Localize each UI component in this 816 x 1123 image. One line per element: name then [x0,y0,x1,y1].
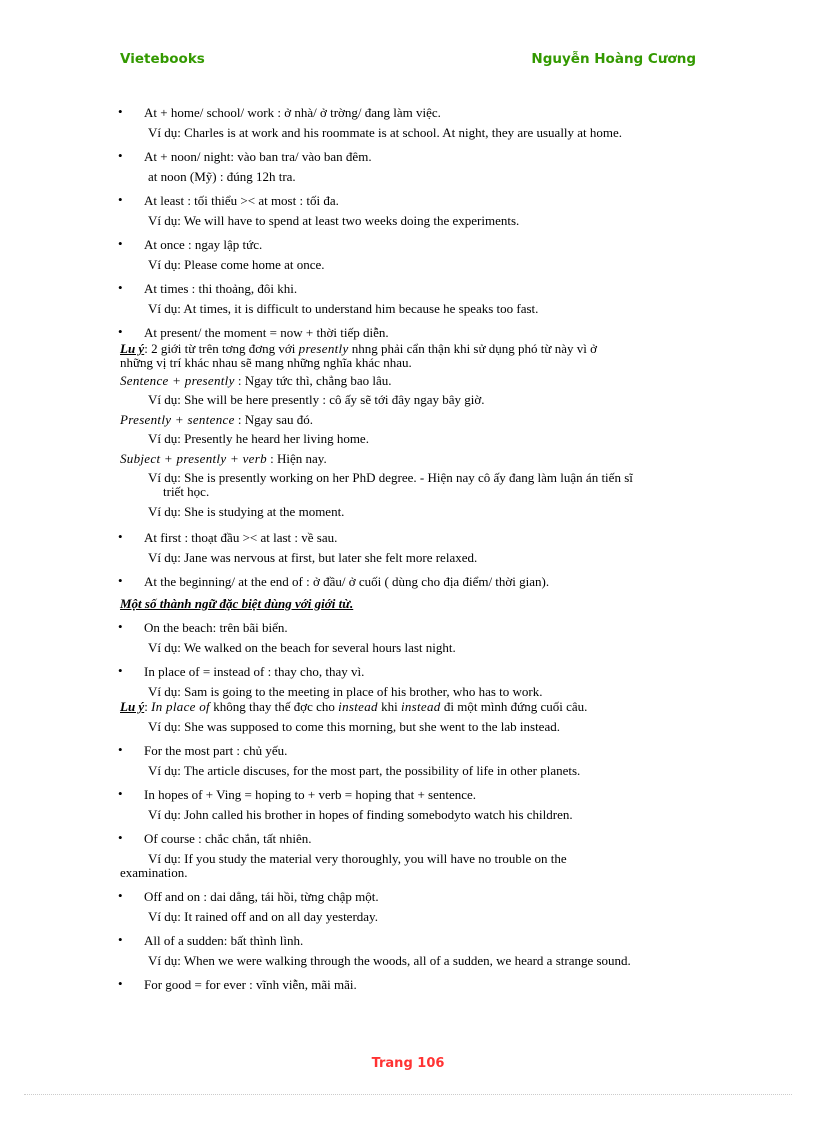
item-heading: All of a sudden: bất thình lình. [144,933,304,948]
section-title: Một số thành ngữ đặc biệt dùng với giới từ. [120,596,354,611]
bullet-icon: • [118,192,123,207]
list-item [120,106,700,140]
note-label: Lu ý [120,699,145,714]
bullet-icon: • [118,619,123,634]
item-example: Ví dụ: It rained off and on all day yesterday. [148,909,378,924]
list-item [120,282,700,316]
pattern-term: Sentence + presently [120,373,235,388]
bullet-icon: • [118,573,123,588]
note-label: Lu ý [120,341,145,356]
note-presently [120,342,700,370]
list-item [120,326,700,340]
item-heading: For the most part : chủ yếu. [144,743,288,758]
pattern-example: Ví dụ: She is studying at the moment. [148,504,345,519]
header-author: Nguyễn Hoàng Cương [531,51,696,67]
item-heading: Of course : chắc chắn, tất nhiên. [144,831,312,846]
page-header [120,51,696,71]
page-content [120,106,700,1002]
pattern-line [120,413,700,427]
item-heading: At least : tối thiểu >< at most : tối đa. [144,193,339,208]
note-text: đi một mình đứng cuối câu. [440,699,588,714]
bullet-icon: • [118,236,123,251]
bottom-divider [24,1094,792,1095]
item-example: Ví dụ: At times, it is difficult to understand him because he speaks too fast. [148,301,539,316]
item-heading: For good = for ever : vĩnh viễn, mãi mãi. [144,977,357,992]
list-item [120,934,700,968]
list-item [120,890,700,924]
pattern-meaning: : Ngay tức thì, chẳng bao lâu. [234,373,392,388]
pattern-term: Subject + presently + verb [120,451,267,466]
note-term: instead [400,699,441,714]
list-block-3 [120,621,700,699]
note-text: khi [377,699,401,714]
bullet-icon: • [118,280,123,295]
list-item [120,744,700,778]
note-text: không thay thế đợc cho [209,699,339,714]
item-example: at noon (Mỹ) : đúng 12h tra. [148,169,296,184]
item-heading: Off and on : dai dẳng, tái hồi, từng chập một. [144,889,379,904]
list-item [120,665,700,699]
pattern-example: Ví dụ: Presently he heard her living home. [148,431,369,446]
item-heading: At once : ngay lập tức. [144,237,263,252]
list-item [120,150,700,184]
item-example: Ví dụ: Jane was nervous at first, but later she felt more relaxed. [148,550,478,565]
item-heading: At the beginning/ at the end of : ở đầu/ ở cuối ( dùng cho địa điểm/ thời gian). [144,574,550,589]
note-text: : 2 giới từ trên tơng đơng với [144,341,299,356]
item-example-cont: examination. [120,865,188,880]
list-item [120,575,700,589]
note-text: những vị trí khác nhau sẽ mang những nghĩa khác nhau. [120,355,412,370]
list-block-1 [120,106,700,340]
item-heading: In hopes of + Ving = hoping to + verb = hoping that + sentence. [144,787,477,802]
bullet-icon: • [118,104,123,119]
list-item [120,238,700,272]
note-term: In place of [151,699,210,714]
item-example: Ví dụ: If you study the material very thoroughly, you will have no trouble on the [148,851,567,866]
note-example: Ví dụ: She was supposed to come this morning, but she went to the lab instead. [148,719,560,734]
item-heading: In place of = instead of : thay cho, thay vì. [144,664,365,679]
bullet-icon: • [118,888,123,903]
pattern-example-cont: triết học. [163,484,210,499]
pattern-line [120,374,700,388]
pattern-example-text: Ví dụ: She is presently working on her PhD degree. - Hiện nay cô ấy đang làm luận án tiến sĩ [148,470,633,485]
item-heading: At + home/ school/ work : ở nhà/ ở trờng/ đang làm việc. [144,105,441,120]
header-publisher: Vietebooks [120,51,205,67]
bullet-icon: • [118,976,123,991]
pattern-example: Ví dụ: She will be here presently : cô ấy sẽ tới đây ngay bây giờ. [148,392,485,407]
item-heading: At first : thoạt đầu >< at last : về sau. [144,530,338,545]
bullet-icon: • [118,529,123,544]
note-text: nhng phải cẩn thận khi sử dụng phó từ này vì ở [348,341,597,356]
item-example: Ví dụ: We walked on the beach for several hours last night. [148,640,456,655]
bullet-icon: • [118,324,123,339]
item-heading: On the beach: trên bãi biển. [144,620,288,635]
list-item [120,832,700,880]
item-example: Ví dụ: When we were walking through the woods, all of a sudden, we heard a strange sound. [148,953,631,968]
bullet-icon: • [118,663,123,678]
pattern-example [120,471,700,499]
item-heading: At + noon/ night: vào ban tra/ vào ban đêm. [144,149,372,164]
item-example: Ví dụ: Please come home at once. [148,257,325,272]
pattern-meaning: : Ngay sau đó. [234,412,313,427]
note-in-place-of [120,700,700,734]
pattern-block [120,374,700,519]
item-example: Ví dụ: John called his brother in hopes of finding somebodyto watch his children. [148,807,573,822]
pattern-meaning: : Hiện nay. [266,451,327,466]
item-heading: At present/ the moment = now + thời tiếp diễn. [144,325,389,340]
bullet-icon: • [118,932,123,947]
bullet-icon: • [118,148,123,163]
item-heading: At times : thi thoảng, đôi khi. [144,281,298,296]
list-block-4 [120,744,700,992]
bullet-icon: • [118,786,123,801]
item-example: Ví dụ: The article discuses, for the most part, the possibility of life in other planets. [148,763,581,778]
note-term: instead [338,699,378,714]
item-example: Ví dụ: Charles is at work and his roommate is at school. At night, they are usually at home. [148,125,623,140]
note-text: : [144,699,152,714]
note-term: presently [298,341,349,356]
list-item [120,621,700,655]
page-number: Trang 106 [371,1056,445,1071]
bullet-icon: • [118,742,123,757]
pattern-line [120,452,700,466]
bullet-icon: • [118,830,123,845]
list-item [120,978,700,992]
item-example: Ví dụ: Sam is going to the meeting in place of his brother, who has to work. [148,684,543,699]
item-example: Ví dụ: We will have to spend at least two weeks doing the experiments. [148,213,520,228]
list-item [120,194,700,228]
list-block-2 [120,531,700,589]
pattern-term: Presently + sentence [120,412,235,427]
list-item [120,788,700,822]
list-item [120,531,700,565]
